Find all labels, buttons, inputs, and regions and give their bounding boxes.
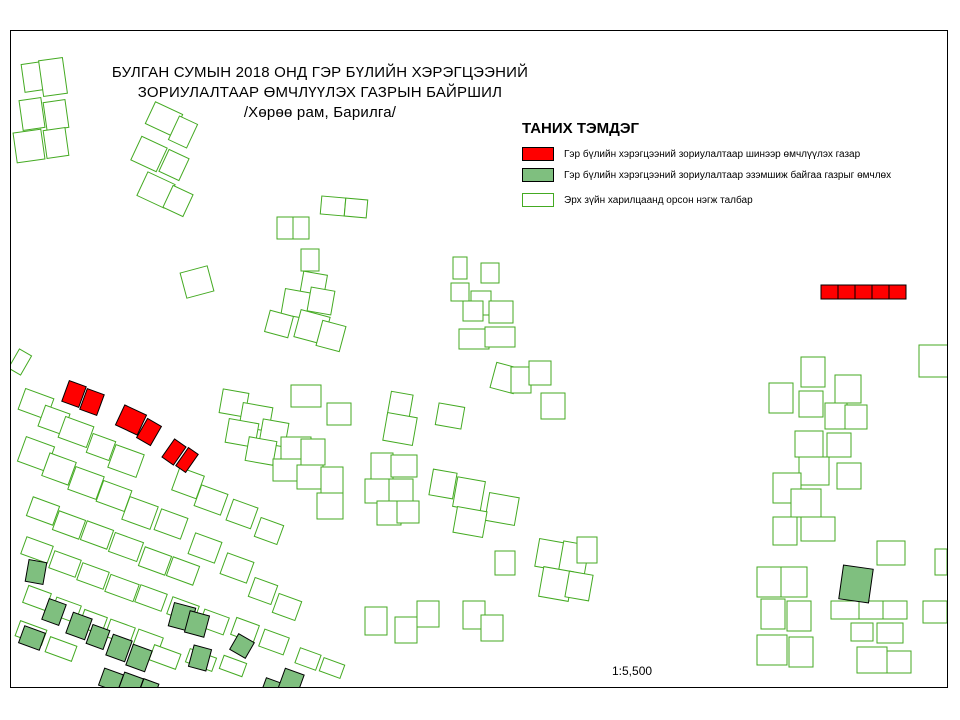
land-parcel bbox=[21, 537, 53, 563]
land-parcel bbox=[219, 655, 246, 676]
new-ownership-parcel bbox=[855, 285, 872, 299]
parcel-map bbox=[11, 31, 947, 687]
map-title-line-2: ЗОРИУЛАЛТААР ӨМЧЛҮҮЛЭХ ГАЗРЫН БАЙРШИЛ bbox=[137, 84, 503, 101]
land-parcel bbox=[389, 479, 413, 503]
land-parcel bbox=[297, 465, 323, 489]
land-parcel bbox=[220, 553, 254, 583]
owned-parcel bbox=[25, 560, 47, 585]
legend-item-new-parcel bbox=[522, 146, 860, 162]
land-parcel bbox=[799, 391, 823, 417]
land-parcel bbox=[529, 361, 551, 385]
land-parcel bbox=[791, 489, 821, 517]
land-parcel bbox=[43, 100, 69, 131]
land-parcel bbox=[481, 263, 499, 283]
land-parcel bbox=[277, 217, 293, 239]
land-parcel bbox=[887, 651, 911, 673]
land-parcel bbox=[321, 467, 343, 493]
legend-item-registered-parcel bbox=[522, 192, 753, 208]
land-parcel bbox=[259, 629, 290, 655]
land-parcel bbox=[845, 405, 867, 429]
land-parcel bbox=[301, 439, 325, 465]
land-parcel bbox=[463, 301, 483, 321]
map-subtitle: /Хөрөө рам, Барилга/ bbox=[243, 104, 397, 121]
land-parcel bbox=[135, 585, 167, 611]
land-parcel bbox=[773, 517, 797, 545]
land-parcel bbox=[541, 393, 565, 419]
land-parcel bbox=[761, 599, 785, 629]
land-parcel bbox=[365, 607, 387, 635]
owned-parcel bbox=[278, 668, 304, 687]
land-parcel bbox=[831, 601, 859, 619]
land-parcel bbox=[43, 128, 69, 159]
land-parcel bbox=[795, 431, 823, 457]
land-parcel bbox=[365, 479, 391, 503]
land-parcel bbox=[451, 283, 469, 301]
land-parcel bbox=[489, 301, 513, 323]
land-parcel bbox=[13, 129, 45, 163]
land-parcel bbox=[453, 507, 487, 538]
land-parcel bbox=[149, 645, 181, 670]
land-parcel bbox=[320, 196, 345, 216]
owned-parcel bbox=[99, 668, 124, 687]
land-parcel bbox=[11, 349, 32, 375]
land-parcel bbox=[317, 493, 343, 519]
land-parcel bbox=[301, 249, 319, 271]
land-parcel bbox=[801, 357, 825, 387]
land-parcel bbox=[295, 648, 321, 671]
land-parcel bbox=[80, 521, 113, 549]
land-parcel bbox=[453, 477, 486, 511]
land-parcel bbox=[511, 367, 531, 393]
legend-item-owned-parcel bbox=[522, 167, 891, 183]
land-parcel bbox=[391, 455, 417, 477]
land-parcel bbox=[789, 637, 813, 667]
land-parcel bbox=[851, 623, 873, 641]
land-parcel bbox=[837, 463, 861, 489]
land-parcel bbox=[254, 517, 283, 544]
land-parcel bbox=[429, 469, 457, 499]
land-parcel bbox=[919, 345, 947, 377]
land-parcel bbox=[577, 537, 597, 563]
land-parcel bbox=[877, 623, 903, 643]
land-parcel bbox=[417, 601, 439, 627]
map-scale: 1:5,500 bbox=[612, 664, 653, 678]
land-parcel bbox=[857, 647, 887, 673]
land-parcel bbox=[827, 433, 851, 457]
legend-label-new: Гэр бүлийн хэрэгцээний зориулалтаар шинээр өмчлүүлэх газар bbox=[564, 148, 861, 160]
new-ownership-parcel bbox=[821, 285, 838, 299]
land-parcel bbox=[787, 601, 811, 631]
land-parcel bbox=[344, 198, 367, 218]
land-parcel bbox=[485, 493, 519, 526]
land-parcel bbox=[769, 383, 793, 413]
land-parcel bbox=[495, 551, 515, 575]
land-parcel bbox=[935, 549, 947, 575]
land-parcel bbox=[154, 509, 188, 539]
land-parcel bbox=[565, 571, 593, 601]
legend-swatch-owned bbox=[522, 168, 554, 182]
land-parcel bbox=[801, 517, 835, 541]
land-parcel bbox=[293, 217, 309, 239]
land-parcel bbox=[39, 58, 68, 97]
land-parcel bbox=[883, 601, 907, 619]
land-parcel bbox=[395, 617, 417, 643]
land-parcel bbox=[105, 574, 139, 601]
land-parcel bbox=[307, 287, 335, 315]
new-ownership-parcel bbox=[889, 285, 906, 299]
land-parcel bbox=[291, 385, 321, 407]
land-parcel bbox=[781, 567, 807, 597]
new-ownership-parcel bbox=[838, 285, 855, 299]
new-ownership-parcel bbox=[872, 285, 889, 299]
land-parcel bbox=[166, 557, 199, 585]
map-frame bbox=[10, 30, 948, 688]
land-parcel bbox=[859, 601, 885, 619]
land-parcel bbox=[49, 551, 81, 577]
land-parcel bbox=[877, 541, 905, 565]
land-parcel bbox=[799, 457, 829, 485]
land-parcel bbox=[58, 417, 94, 448]
land-parcel bbox=[327, 403, 351, 425]
land-parcel bbox=[481, 615, 503, 641]
land-parcel bbox=[825, 403, 847, 429]
land-parcel bbox=[77, 563, 109, 589]
land-parcel bbox=[108, 532, 143, 561]
land-parcel bbox=[248, 577, 277, 604]
land-parcel bbox=[923, 601, 947, 623]
land-parcel bbox=[383, 413, 417, 446]
land-parcel bbox=[485, 327, 515, 347]
land-parcel bbox=[226, 499, 258, 529]
land-parcel bbox=[188, 533, 222, 563]
legend-label-owned: Гэр бүлийн хэрэгцээний зориулалтаар эзэмшиж байгаа газрыг өмчлөх bbox=[564, 169, 892, 181]
owned-parcel bbox=[839, 565, 873, 603]
legend-swatch-new bbox=[522, 147, 554, 161]
land-parcel bbox=[757, 635, 787, 665]
land-parcel bbox=[245, 437, 277, 465]
land-parcel bbox=[371, 453, 393, 479]
land-parcel bbox=[272, 593, 301, 620]
legend-swatch-registered bbox=[522, 193, 554, 207]
map-title-line-1: БУЛГАН СУМЫН 2018 ОНД ГЭР БҮЛИЙН ХЭРЭГЦЭЭНИЙ bbox=[111, 64, 529, 81]
land-parcel bbox=[52, 511, 85, 539]
land-parcel bbox=[319, 658, 344, 679]
land-parcel bbox=[835, 375, 861, 403]
land-parcel bbox=[397, 501, 419, 523]
land-parcel bbox=[453, 257, 467, 279]
land-parcel bbox=[180, 266, 214, 298]
legend-heading: ТАНИХ ТЭМДЭГ bbox=[522, 120, 640, 137]
land-parcel bbox=[138, 547, 171, 575]
legend-label-registered: Эрх зүйн харилцаанд орсон нэгж талбар bbox=[564, 194, 753, 206]
land-parcel bbox=[435, 403, 464, 429]
land-parcel bbox=[26, 497, 59, 525]
land-parcel bbox=[19, 98, 45, 131]
land-parcel bbox=[45, 637, 77, 662]
